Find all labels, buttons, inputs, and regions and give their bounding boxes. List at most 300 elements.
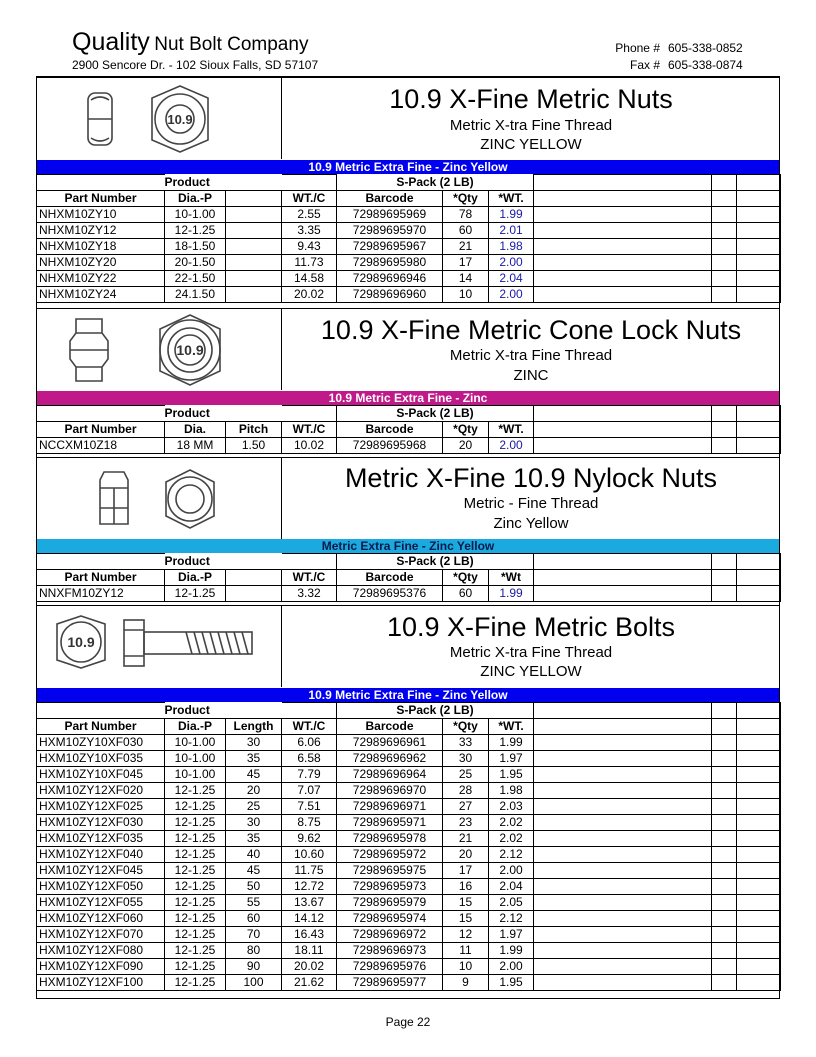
cell-empty xyxy=(737,959,781,975)
cell-pack-wt: 2.12 xyxy=(489,847,534,863)
table-row xyxy=(37,735,781,751)
section-title-cone-lock: 10.9 X-Fine Metric Cone Lock Nuts xyxy=(320,315,742,345)
table-row xyxy=(37,863,781,879)
cell-empty xyxy=(737,943,781,959)
section-subtitle-nylock-1: Metric - Fine Thread xyxy=(463,495,599,512)
rows-cone-lock xyxy=(37,438,781,454)
svg-text:10.9: 10.9 xyxy=(176,342,204,358)
cell-extra xyxy=(226,287,282,303)
section-subtitle-cone-lock-2: ZINC xyxy=(513,367,549,384)
col-dia: Dia.-P xyxy=(165,191,226,207)
col-blank xyxy=(226,191,282,207)
cell-qty: 11 xyxy=(443,943,489,959)
finish-bar-label: 10.9 Metric Extra Fine - Zinc xyxy=(328,391,488,405)
cell-pack-wt: 2.01 xyxy=(489,223,534,239)
cell-empty xyxy=(712,751,737,767)
column-header-row xyxy=(37,570,781,586)
cell-empty xyxy=(534,735,712,751)
cell-empty xyxy=(534,895,712,911)
section-subtitle-nuts-2: ZINC YELLOW xyxy=(480,136,582,153)
section-subtitle-nuts-1: Metric X-tra Fine Thread xyxy=(449,117,613,134)
group-header-row xyxy=(37,406,781,422)
cell-empty xyxy=(737,239,781,255)
cell-qty: 10 xyxy=(443,287,489,303)
cell-dia: 12-1.25 xyxy=(165,911,226,927)
cell-empty xyxy=(534,783,712,799)
table-row xyxy=(37,223,781,239)
col-length: Length xyxy=(226,719,282,735)
cell-part-number: NHXM10ZY18 xyxy=(37,239,165,255)
cell-dia: 12-1.25 xyxy=(165,863,226,879)
cell-extra: 30 xyxy=(226,815,282,831)
cell-qty: 27 xyxy=(443,799,489,815)
cell-dia: 12-1.25 xyxy=(165,879,226,895)
cell-qty: 9 xyxy=(443,975,489,991)
cell-pack-wt: 1.99 xyxy=(489,586,534,602)
nylock-nut-drawing xyxy=(36,458,281,540)
cell-part-number: HXM10ZY12XF020 xyxy=(37,783,165,799)
cell-barcode: 72989696962 xyxy=(337,751,443,767)
cell-pack-wt: 2.02 xyxy=(489,831,534,847)
cell-extra: 40 xyxy=(226,847,282,863)
cell-wt: 14.58 xyxy=(282,271,337,287)
cell-dia: 12-1.25 xyxy=(165,895,226,911)
cell-wt: 11.73 xyxy=(282,255,337,271)
cell-empty xyxy=(534,943,712,959)
cell-dia: 12-1.25 xyxy=(165,943,226,959)
cell-empty xyxy=(534,831,712,847)
col-pack-wt: *WT. xyxy=(489,191,534,207)
cell-pack-wt: 2.00 xyxy=(489,255,534,271)
col-qty: *Qty xyxy=(443,422,489,438)
cell-extra: 45 xyxy=(226,863,282,879)
cell-qty: 78 xyxy=(443,207,489,223)
table-row xyxy=(37,586,781,602)
group-header-row xyxy=(37,703,781,719)
section-subtitle-bolts-2: ZINC YELLOW xyxy=(480,663,582,680)
table-cone-lock xyxy=(36,405,781,454)
cell-dia: 12-1.25 xyxy=(165,223,226,239)
cell-barcode: 72989695980 xyxy=(337,255,443,271)
table-row xyxy=(37,239,781,255)
group-header-row xyxy=(37,175,781,191)
table-row xyxy=(37,911,781,927)
page-number: Page 22 xyxy=(385,1015,431,1029)
col-barcode: Barcode xyxy=(337,570,443,586)
cell-empty xyxy=(712,207,737,223)
cell-part-number: NHXM10ZY20 xyxy=(37,255,165,271)
col-dia: Dia.-P xyxy=(165,570,226,586)
table-row xyxy=(37,287,781,303)
cell-empty xyxy=(712,767,737,783)
finish-bar-label: Metric Extra Fine - Zinc Yellow xyxy=(321,539,495,553)
cell-empty xyxy=(737,879,781,895)
product-image-nuts xyxy=(36,78,282,159)
col-pack-wt: *WT. xyxy=(489,719,534,735)
cell-extra: 25 xyxy=(226,799,282,815)
col-pack-wt: *Wt xyxy=(489,570,534,586)
cell-qty: 23 xyxy=(443,815,489,831)
finish-bar-label: 10.9 Metric Extra Fine - Zinc Yellow xyxy=(308,160,508,174)
section-banner-bolts xyxy=(36,605,780,687)
svg-text:10.9: 10.9 xyxy=(167,112,193,127)
cell-empty xyxy=(712,831,737,847)
cell-empty xyxy=(712,847,737,863)
cell-qty: 17 xyxy=(443,255,489,271)
cell-empty xyxy=(712,287,737,303)
cell-empty xyxy=(712,975,737,991)
cell-barcode: 72989695973 xyxy=(337,879,443,895)
cell-empty xyxy=(534,975,712,991)
cell-empty xyxy=(534,223,712,239)
cell-extra: 70 xyxy=(226,927,282,943)
rows-bolts xyxy=(37,735,781,991)
cell-wt: 7.79 xyxy=(282,767,337,783)
cell-empty xyxy=(737,207,781,223)
section-subtitle-cone-lock-1: Metric X-tra Fine Thread xyxy=(449,347,613,364)
table-row xyxy=(37,783,781,799)
phone-number: 605-338-0852 xyxy=(668,41,743,55)
cell-pack-wt: 2.00 xyxy=(489,287,534,303)
cell-empty xyxy=(534,207,712,223)
col-qty: *Qty xyxy=(443,191,489,207)
cell-extra xyxy=(226,207,282,223)
hex-nut-drawing xyxy=(36,78,281,160)
cell-extra: 45 xyxy=(226,767,282,783)
col-qty: *Qty xyxy=(443,719,489,735)
finish-bar-nuts xyxy=(37,160,779,174)
section-title-nuts: 10.9 X-Fine Metric Nuts xyxy=(389,84,673,114)
cell-barcode: 72989696970 xyxy=(337,783,443,799)
cell-extra xyxy=(226,239,282,255)
cell-wt: 3.32 xyxy=(282,586,337,602)
cell-empty xyxy=(737,223,781,239)
cell-part-number: HXM10ZY12XF055 xyxy=(37,895,165,911)
cell-dia: 12-1.25 xyxy=(165,975,226,991)
cell-empty xyxy=(737,911,781,927)
cell-wt: 9.43 xyxy=(282,239,337,255)
svg-text:10.9: 10.9 xyxy=(67,634,95,650)
table-nylock xyxy=(36,553,781,602)
table-row xyxy=(37,959,781,975)
table-row xyxy=(37,255,781,271)
cell-dia: 10-1.00 xyxy=(165,735,226,751)
col-part-number: Part Number xyxy=(37,422,165,438)
cell-empty xyxy=(737,799,781,815)
cell-barcode: 72989696972 xyxy=(337,927,443,943)
cell-empty xyxy=(712,239,737,255)
cell-dia: 24.1.50 xyxy=(165,287,226,303)
cell-wt: 16.43 xyxy=(282,927,337,943)
cell-barcode: 72989695969 xyxy=(337,207,443,223)
cell-barcode: 72989695977 xyxy=(337,975,443,991)
col-dia: Dia. xyxy=(165,422,226,438)
fax-number: 605-338-0874 xyxy=(668,58,743,72)
cell-dia: 10-1.00 xyxy=(165,767,226,783)
col-qty: *Qty xyxy=(443,570,489,586)
cell-barcode: 72989695976 xyxy=(337,959,443,975)
product-image-bolts xyxy=(36,606,282,687)
cell-qty: 14 xyxy=(443,271,489,287)
cell-part-number: HXM10ZY12XF040 xyxy=(37,847,165,863)
col-barcode: Barcode xyxy=(337,422,443,438)
cell-barcode: 72989695978 xyxy=(337,831,443,847)
cell-empty xyxy=(737,927,781,943)
cell-pack-wt: 2.04 xyxy=(489,879,534,895)
table-row xyxy=(37,895,781,911)
cell-empty xyxy=(737,438,781,454)
product-image-cone-lock xyxy=(36,309,282,390)
cell-wt: 20.02 xyxy=(282,287,337,303)
cell-part-number: NHXM10ZY24 xyxy=(37,287,165,303)
cell-empty xyxy=(534,271,712,287)
cell-empty xyxy=(737,847,781,863)
cell-part-number: HXM10ZY12XF080 xyxy=(37,943,165,959)
cell-wt: 20.02 xyxy=(282,959,337,975)
col-part-number: Part Number xyxy=(37,191,165,207)
col-pitch: Pitch xyxy=(226,422,282,438)
cell-barcode: 72989695967 xyxy=(337,239,443,255)
table-row xyxy=(37,767,781,783)
fax-label: Fax # xyxy=(629,58,660,72)
cell-part-number: HXM10ZY10XF035 xyxy=(37,751,165,767)
col-blank xyxy=(226,570,282,586)
cell-qty: 10 xyxy=(443,959,489,975)
cell-empty xyxy=(737,255,781,271)
cell-dia: 12-1.25 xyxy=(165,799,226,815)
cell-empty xyxy=(534,927,712,943)
cell-qty: 25 xyxy=(443,767,489,783)
cell-pack-wt: 2.03 xyxy=(489,799,534,815)
cell-part-number: HXM10ZY10XF030 xyxy=(37,735,165,751)
col-barcode: Barcode xyxy=(337,191,443,207)
group-product: Product xyxy=(164,174,210,189)
cell-extra: 60 xyxy=(226,911,282,927)
cell-empty xyxy=(712,438,737,454)
cell-extra: 55 xyxy=(226,895,282,911)
company-address: 2900 Sencore Dr. - 102 Sioux Falls, SD 57107 xyxy=(72,58,319,72)
col-wt: WT./C xyxy=(282,191,337,207)
col-barcode: Barcode xyxy=(337,719,443,735)
cell-qty: 21 xyxy=(443,239,489,255)
section-subtitle-nylock-2: Zinc Yellow xyxy=(493,515,569,532)
column-header-row xyxy=(37,719,781,735)
cell-part-number: HXM10ZY12XF035 xyxy=(37,831,165,847)
cell-extra: 35 xyxy=(226,831,282,847)
col-dia: Dia.-P xyxy=(165,719,226,735)
cell-extra: 35 xyxy=(226,751,282,767)
finish-bar-bolts xyxy=(37,688,779,702)
cell-empty xyxy=(712,223,737,239)
cell-pack-wt: 1.95 xyxy=(489,767,534,783)
cell-qty: 28 xyxy=(443,783,489,799)
finish-bar-label: 10.9 Metric Extra Fine - Zinc Yellow xyxy=(308,688,508,702)
cell-empty xyxy=(737,863,781,879)
cell-dia: 12-1.25 xyxy=(165,831,226,847)
cell-extra xyxy=(226,271,282,287)
table-row xyxy=(37,943,781,959)
phone-label: Phone # xyxy=(615,41,660,55)
group-product: Product xyxy=(164,553,210,568)
col-part-number: Part Number xyxy=(37,570,165,586)
cell-pack-wt: 1.98 xyxy=(489,239,534,255)
table-row xyxy=(37,847,781,863)
cell-part-number: NHXM10ZY10 xyxy=(37,207,165,223)
cell-wt: 8.75 xyxy=(282,815,337,831)
table-row xyxy=(37,207,781,223)
col-wt: WT./C xyxy=(282,570,337,586)
cell-wt: 2.55 xyxy=(282,207,337,223)
section-banner-cone-lock xyxy=(36,308,780,390)
cell-part-number: HXM10ZY12XF050 xyxy=(37,879,165,895)
cell-part-number: HXM10ZY12XF045 xyxy=(37,863,165,879)
cell-empty xyxy=(534,438,712,454)
cell-empty xyxy=(534,847,712,863)
cell-empty xyxy=(737,586,781,602)
col-part-number: Part Number xyxy=(37,719,165,735)
cell-pack-wt: 2.00 xyxy=(489,863,534,879)
col-pack-wt: *WT. xyxy=(489,422,534,438)
cell-barcode: 72989696960 xyxy=(337,287,443,303)
table-row xyxy=(37,815,781,831)
cell-barcode: 72989695970 xyxy=(337,223,443,239)
cell-empty xyxy=(712,927,737,943)
cell-extra xyxy=(226,586,282,602)
cell-empty xyxy=(712,815,737,831)
group-spack: S-Pack (2 LB) xyxy=(337,703,534,719)
cell-wt: 10.60 xyxy=(282,847,337,863)
hex-bolt-drawing xyxy=(36,606,281,688)
cell-empty xyxy=(737,975,781,991)
cell-qty: 60 xyxy=(443,223,489,239)
cell-extra xyxy=(226,223,282,239)
section-banner-nylock xyxy=(36,457,780,539)
cell-empty xyxy=(534,239,712,255)
cell-empty xyxy=(534,879,712,895)
cell-wt: 9.62 xyxy=(282,831,337,847)
cell-empty xyxy=(712,863,737,879)
cell-dia: 12-1.25 xyxy=(165,783,226,799)
cell-wt: 7.07 xyxy=(282,783,337,799)
company-name-rest: Nut Bolt Company xyxy=(154,34,309,55)
rows-nuts xyxy=(37,207,781,303)
cell-part-number: NHXM10ZY22 xyxy=(37,271,165,287)
cell-empty xyxy=(737,751,781,767)
contact-block xyxy=(600,40,743,74)
cell-qty: 16 xyxy=(443,879,489,895)
cell-dia: 12-1.25 xyxy=(165,815,226,831)
column-header-row xyxy=(37,191,781,207)
cell-empty xyxy=(712,911,737,927)
cell-extra: 80 xyxy=(226,943,282,959)
cell-wt: 6.06 xyxy=(282,735,337,751)
cell-qty: 21 xyxy=(443,831,489,847)
cell-barcode: 72989695376 xyxy=(337,586,443,602)
cell-part-number: HXM10ZY12XF025 xyxy=(37,799,165,815)
cell-barcode: 72989695979 xyxy=(337,895,443,911)
cell-pack-wt: 1.97 xyxy=(489,927,534,943)
cell-empty xyxy=(712,943,737,959)
cell-qty: 20 xyxy=(443,847,489,863)
cell-empty xyxy=(534,911,712,927)
cell-pack-wt: 2.02 xyxy=(489,815,534,831)
cell-dia: 18 MM xyxy=(165,438,226,454)
cell-barcode: 72989695971 xyxy=(337,815,443,831)
table-row xyxy=(37,438,781,454)
cell-empty xyxy=(534,751,712,767)
cell-wt: 21.62 xyxy=(282,975,337,991)
cell-dia: 12-1.25 xyxy=(165,847,226,863)
cell-wt: 14.12 xyxy=(282,911,337,927)
cell-extra: 50 xyxy=(226,879,282,895)
cell-qty: 12 xyxy=(443,927,489,943)
cell-pack-wt: 2.00 xyxy=(489,438,534,454)
cell-barcode: 72989695974 xyxy=(337,911,443,927)
cell-empty xyxy=(534,799,712,815)
cell-dia: 12-1.25 xyxy=(165,586,226,602)
cell-extra: 90 xyxy=(226,959,282,975)
cell-wt: 6.58 xyxy=(282,751,337,767)
cell-empty xyxy=(712,783,737,799)
cell-part-number: HXM10ZY12XF100 xyxy=(37,975,165,991)
cell-empty xyxy=(712,879,737,895)
cell-wt: 18.11 xyxy=(282,943,337,959)
cell-extra: 20 xyxy=(226,783,282,799)
col-wt: WT./C xyxy=(282,422,337,438)
cell-part-number: HXM10ZY12XF070 xyxy=(37,927,165,943)
cell-extra: 1.50 xyxy=(226,438,282,454)
group-spack: S-Pack (2 LB) xyxy=(337,175,534,191)
cell-empty xyxy=(712,586,737,602)
cell-part-number: NHXM10ZY12 xyxy=(37,223,165,239)
table-row xyxy=(37,271,781,287)
cell-empty xyxy=(712,959,737,975)
cell-pack-wt: 2.12 xyxy=(489,911,534,927)
table-row xyxy=(37,831,781,847)
cell-empty xyxy=(737,767,781,783)
cell-pack-wt: 2.05 xyxy=(489,895,534,911)
product-image-nylock xyxy=(36,458,282,539)
table-nuts xyxy=(36,174,781,303)
company-name xyxy=(72,28,308,57)
table-bolts xyxy=(36,702,781,991)
cell-pack-wt: 1.99 xyxy=(489,943,534,959)
cell-wt: 11.75 xyxy=(282,863,337,879)
cell-dia: 22-1.50 xyxy=(165,271,226,287)
cell-part-number: HXM10ZY12XF090 xyxy=(37,959,165,975)
table-row xyxy=(37,799,781,815)
company-name-bold: Quality xyxy=(72,28,150,56)
cell-empty xyxy=(712,271,737,287)
cell-empty xyxy=(534,586,712,602)
cell-empty xyxy=(737,831,781,847)
cell-empty xyxy=(712,735,737,751)
column-header-row xyxy=(37,422,781,438)
cell-barcode: 72989695968 xyxy=(337,438,443,454)
group-spack: S-Pack (2 LB) xyxy=(337,554,534,570)
cell-empty xyxy=(737,287,781,303)
cone-lock-nut-drawing xyxy=(36,309,281,391)
cell-dia: 12-1.25 xyxy=(165,959,226,975)
group-product: Product xyxy=(164,702,210,717)
cell-empty xyxy=(534,863,712,879)
cell-qty: 17 xyxy=(443,863,489,879)
cell-pack-wt: 2.00 xyxy=(489,959,534,975)
cell-qty: 30 xyxy=(443,751,489,767)
cell-barcode: 72989696971 xyxy=(337,799,443,815)
finish-bar-nylock xyxy=(37,539,779,553)
cell-extra xyxy=(226,255,282,271)
